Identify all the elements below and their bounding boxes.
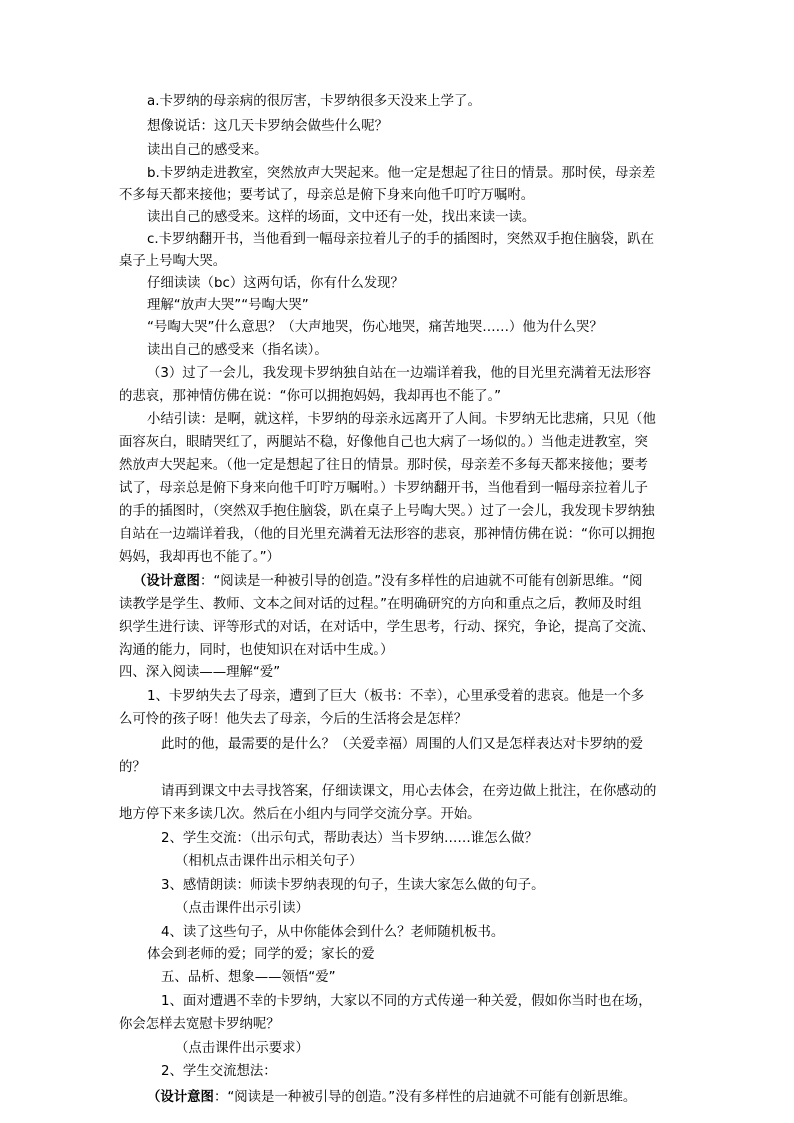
text-line: 织学生进行读、评等形式的对话，在对话中，学生思考，行动、探究，争论，提高了交流、 — [119, 620, 655, 635]
text-line: （3）过了一会儿，我发现卡罗纳独自站在一边端详着我，他的目光里充满着无法形容 — [147, 366, 651, 381]
text-line: 1、面对遭遇不幸的卡罗纳，大家以不同的方式传递一种关爱，假如你当时也在场， — [161, 994, 652, 1009]
text-line: 读教学是学生、教师、文本之间对话的过程。”在明确研究的方向和重点之后，教师及时组 — [119, 597, 642, 612]
section-heading: 四、深入阅读——理解“爱” — [119, 665, 281, 680]
text-line: （点击课件出示引读） — [175, 901, 309, 916]
text-line: 不多每天都来接他；要考试了，母亲总是俯下身来向他千叮咛万嘱咐。 — [119, 188, 535, 203]
text-line: 体会到老师的爱；同学的爱；家长的爱 — [147, 947, 375, 962]
design-intent-line — [147, 1088, 636, 1108]
text-line: 的手的插图时，（突然双手抱住脑袋，趴在桌子上号啕大哭。）过了一会儿，我发现卡罗纳独 — [119, 504, 655, 519]
design-intent-text: “阅读是一种被引导的创造。”没有多样性的启迪就不可能有创新思维。 — [227, 1090, 637, 1105]
text-line: 妈妈，我却再也不能了。”） — [119, 550, 280, 565]
text-line: a.卡罗纳的母亲病的很厉害，卡罗纳很多天没来上学了。 — [147, 94, 481, 109]
text-line: 3、感情朗读：师读卡罗纳表现的句子，生读大家怎么做的句子。 — [161, 878, 545, 893]
text-line: 读出自己的感受来。这样的场面，文中还有一处，找出来读一读。 — [147, 210, 536, 225]
text-line: 沟通的能力，同时，也使知识在对话中生成。） — [119, 643, 394, 658]
text-line: （点击课件出示要求） — [175, 1041, 309, 1056]
text-line: 桌子上号啕大哭。 — [119, 254, 227, 269]
text-line: 理解“放声大哭”“号啕大哭” — [147, 298, 309, 313]
text-line: 小结引读：是啊，就这样，卡罗纳的母亲永远离开了人间。卡罗纳无比悲痛，只见（他 — [147, 412, 656, 427]
text-line: 的？ — [119, 760, 146, 775]
text-line: 面容灰白，眼睛哭红了，两腿站不稳，好像他自己也大病了一场似的。）当他走进教室，突 — [119, 435, 648, 450]
design-intent-text: “阅读是一种被引导的创造。”没有多样性的启迪就不可能有创新思维。“阅 — [213, 574, 643, 589]
text-line: 地方停下来多读几次。然后在小组内与同学交流分享。开始。 — [119, 807, 481, 822]
text-line: b.卡罗纳走进教室，突然放声大哭起来。他一定是想起了往日的情景。那时侯，母亲差 — [147, 166, 656, 181]
text-line: 读出自己的感受来。 — [147, 143, 268, 158]
section-heading: 五、品析、想象——领悟“爱” — [161, 970, 336, 985]
design-intent-label: （设计意图 — [147, 1090, 214, 1105]
text-line: 仔细读读（bc）这两句话，你有什么发现？ — [147, 276, 404, 291]
text-line: 2、学生交流：（出示句式，帮助表达）当卡罗纳……谁怎么做？ — [161, 831, 538, 846]
design-intent-label: （设计意图 — [133, 574, 200, 589]
text-line: 然放声大哭起来。（他一定是想起了往日的情景。那时侯，母亲差不多每天都来接他；要考 — [119, 458, 648, 473]
text-line: “号啕大哭”什么意思？（大声地哭，伤心地哭，痛苦地哭……）他为什么哭？ — [147, 320, 603, 335]
text-line: 你会怎样去宽慰卡罗纳呢？ — [119, 1017, 280, 1032]
text-line: 想像说话：这几天卡罗纳会做些什么呢？ — [147, 119, 389, 134]
text-line: 此时的他，最需要的是什么？（关爱幸福）周围的人们又是怎样表达对卡罗纳的爱 — [161, 737, 644, 752]
text-line: （相机点击课件出示相关句子） — [175, 854, 363, 869]
text-line: 么可怜的孩子呀！他失去了母亲，今后的生活将会是怎样？ — [119, 712, 468, 727]
text-line: 试了，母亲总是俯下身来向他千叮咛万嘱咐。）卡罗纳翻开书，当他看到一幅母亲拉着儿子 — [119, 481, 648, 496]
text-line: 1、卡罗纳失去了母亲，遭到了巨大（板书：不幸），心里承受着的悲哀。他是一个多 — [147, 689, 645, 704]
text-line: 请再到课文中去寻找答案，仔细读课文，用心去体会，在旁边做上批注，在你感动的 — [161, 784, 657, 799]
text-line: 读出自己的感受来（指名读）。 — [147, 343, 328, 358]
text-line: c.卡罗纳翻开书，当他看到一幅母亲拉着儿子的手的插图时，突然双手抱住脑袋，趴在 — [147, 232, 655, 247]
text-line: 4、读了这些句子，从中你能体会到什么？老师随机板书。 — [161, 925, 505, 940]
text-line: 的悲哀，那神情仿佛在说：“你可以拥抱妈妈，我却再也不能了。” — [119, 389, 502, 404]
design-intent-line — [133, 572, 643, 592]
design-intent-colon: ： — [213, 1090, 228, 1105]
text-line: 自站在一边端详着我，（他的目光里充满着无法形容的悲哀，那神情仿佛在说：“你可以拥抱 — [119, 527, 655, 542]
text-line: 2、学生交流想法： — [161, 1064, 277, 1079]
design-intent-colon: ： — [199, 574, 214, 589]
